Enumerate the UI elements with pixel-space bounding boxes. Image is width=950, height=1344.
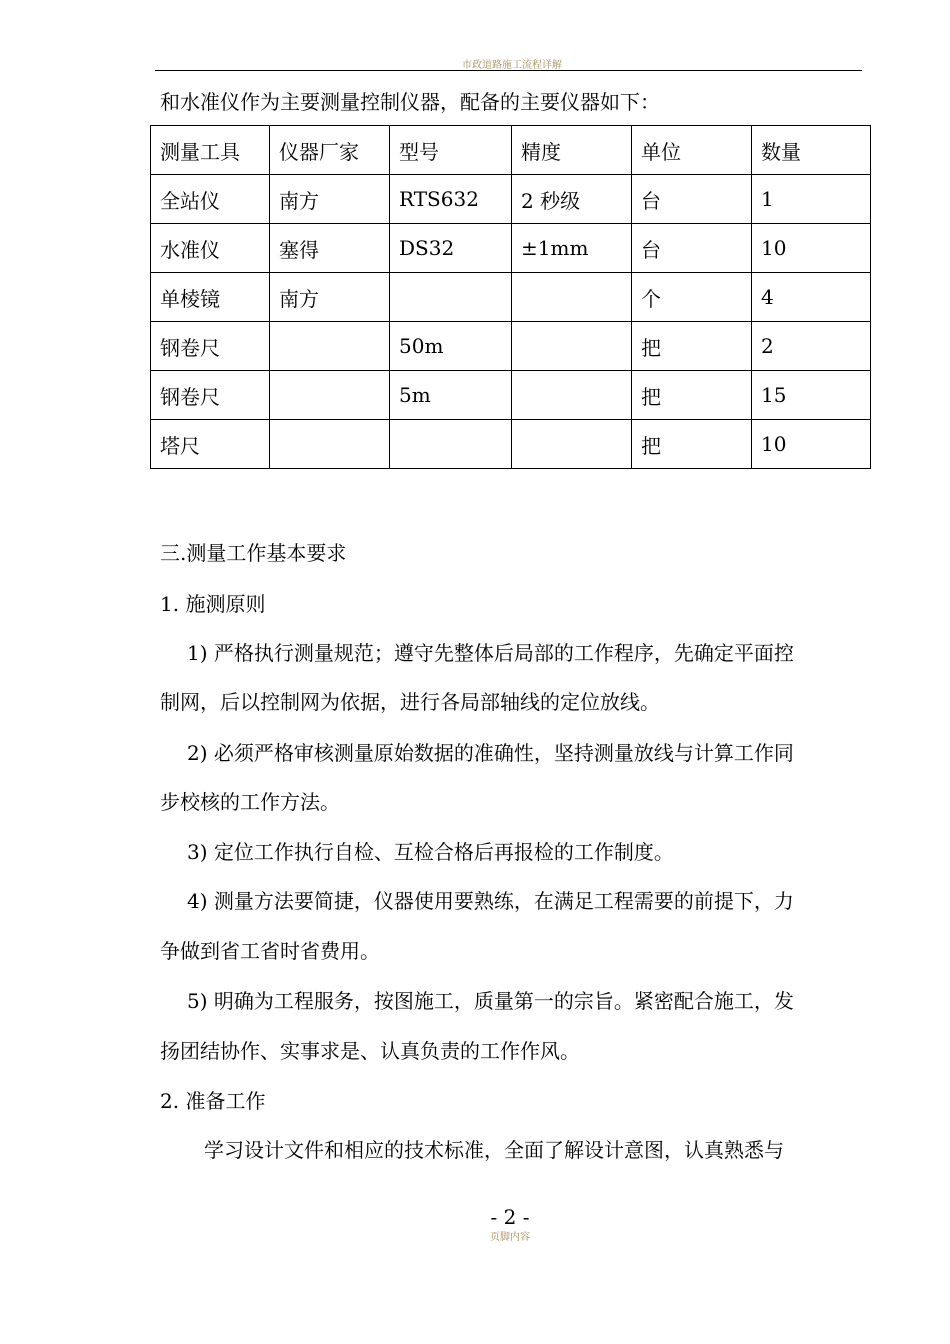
table-cell: 把 [632,322,752,371]
table-cell [390,420,512,469]
table-cell: 个 [632,273,752,322]
table-cell: 2 [752,322,871,371]
table-cell: 5m [390,371,512,420]
page-header-title: 市政道路施工流程详解 [462,60,562,71]
table-cell: 台 [632,175,752,224]
table-row [151,322,871,371]
intro-text: 和水准仪作为主要测量控制仪器，配备的主要仪器如下： [160,90,660,114]
table-cell: 10 [752,224,871,273]
table-cell: 10 [752,420,871,469]
table-cell [390,273,512,322]
paragraph-line: 制网，后以控制网为依据，进行各局部轴线的定位放线。 [160,690,660,714]
table-cell: DS32 [390,224,512,273]
paragraph-line: 1) 严格执行测量规范；遵守先整体后局部的工作程序，先确定平面控 [187,641,794,665]
table-cell: 钢卷尺 [151,371,270,420]
subsection-heading: 1. 施测原则 [160,592,266,616]
table-cell: 单棱镜 [151,273,270,322]
table-row [151,420,871,469]
table-header-cell: 型号 [390,126,512,175]
table-cell [270,420,390,469]
table-header-row [151,126,871,175]
table-row [151,175,871,224]
page-number: - 2 - [490,1205,530,1229]
footer-text: 页脚内容 [490,1232,530,1243]
table-cell: 50m [390,322,512,371]
paragraph-line: 4) 测量方法要简捷，仪器使用要熟练，在满足工程需要的前提下，力 [187,889,794,913]
table-cell [270,371,390,420]
table-cell: 把 [632,420,752,469]
table-cell: 塞得 [270,224,390,273]
instrument-table [150,125,871,469]
table-cell: 把 [632,371,752,420]
table-cell [270,322,390,371]
table-cell [512,420,632,469]
table-cell: RTS632 [390,175,512,224]
table-cell: 15 [752,371,871,420]
table-header-cell: 单位 [632,126,752,175]
paragraph-line: 争做到省工省时省费用。 [160,939,380,963]
table-cell: ±1mm [512,224,632,273]
table-cell: 2 秒级 [512,175,632,224]
paragraph-line: 扬团结协作、实事求是、认真负责的工作作风。 [160,1039,580,1063]
table-row [151,371,871,420]
header-divider [155,70,862,71]
table-cell: 钢卷尺 [151,322,270,371]
table-cell: 4 [752,273,871,322]
paragraph-line: 3) 定位工作执行自检、互检合格后再报检的工作制度。 [187,840,674,864]
paragraph-line: 学习设计文件和相应的技术标准，全面了解设计意图，认真熟悉与 [204,1138,784,1162]
table-cell: 南方 [270,273,390,322]
table-cell [512,371,632,420]
table-cell: 台 [632,224,752,273]
table-row [151,224,871,273]
table-header-cell: 测量工具 [151,126,270,175]
table-row [151,273,871,322]
table-cell: 塔尺 [151,420,270,469]
table-cell: 水准仪 [151,224,270,273]
paragraph-line: 2) 必须严格审核测量原始数据的准确性，坚持测量放线与计算工作同 [187,741,794,765]
table-header-cell: 数量 [752,126,871,175]
paragraph-line: 5) 明确为工程服务，按图施工，质量第一的宗旨。紧密配合施工，发 [187,989,794,1013]
table-header-cell: 精度 [512,126,632,175]
table-cell [512,322,632,371]
table-cell: 全站仪 [151,175,270,224]
subsection-heading: 2. 准备工作 [160,1089,266,1113]
table-header-cell: 仪器厂家 [270,126,390,175]
paragraph-line: 步校核的工作方法。 [160,790,340,814]
table-cell: 1 [752,175,871,224]
section-heading: 三.测量工作基本要求 [160,541,347,565]
table-cell: 南方 [270,175,390,224]
table-cell [512,273,632,322]
